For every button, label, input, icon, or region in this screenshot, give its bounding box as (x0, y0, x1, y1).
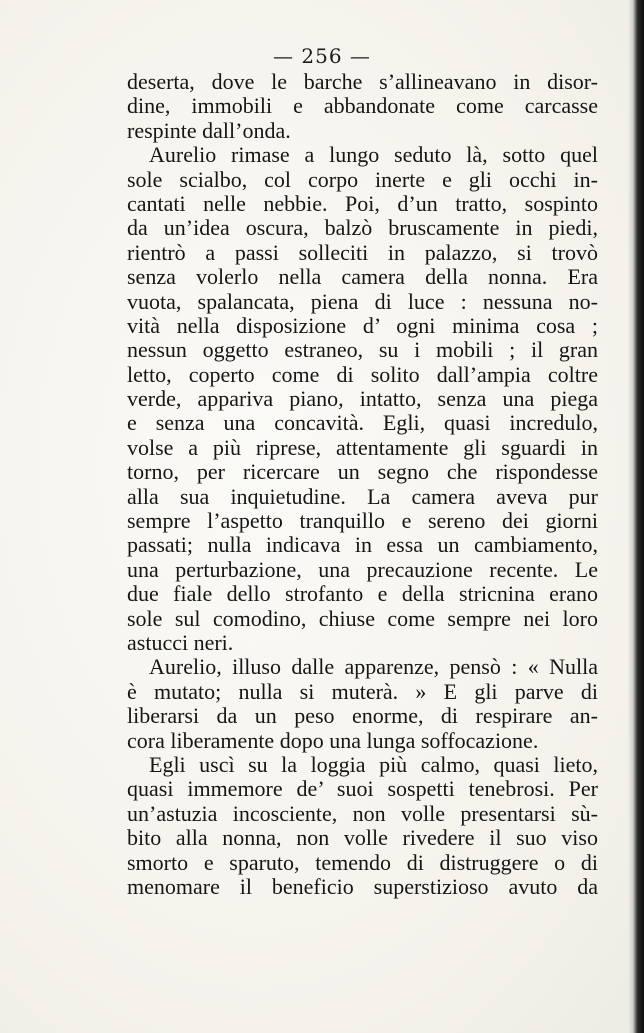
text-line: Aurelio rimase a lungo seduto là, sotto quel (149, 142, 598, 168)
text-line: passati; nulla indicava in essa un cambiamento, (127, 532, 598, 558)
text-line: da un’idea oscura, balzò bruscamente in piedi, (127, 215, 598, 241)
text-line: dine, immobili e abbandonate come carcasse (127, 93, 598, 119)
body-text (127, 70, 598, 899)
text-line: Egli uscì su la loggia più calmo, quasi lieto, (149, 751, 598, 777)
page-binding-edge (628, 0, 644, 1033)
text-line: una perturbazione, una precauzione recente. Le (127, 556, 598, 582)
text-line: due fiale dello strofanto e della stricnina erano (127, 581, 598, 607)
text-line: alla sua inquietudine. La camera aveva pur (127, 483, 598, 509)
text-line: vità nella disposizione d’ ogni minima cosa ; (127, 312, 598, 338)
text-line: bito alla nonna, non volle rivedere il suo viso (127, 825, 598, 851)
text-line: sole scialbo, col corpo inerte e gli occhi in- (127, 166, 598, 192)
text-line: è mutato; nulla si muterà. » E gli parve di (127, 678, 598, 704)
text-line: verde, appariva piano, intatto, senza una piega (127, 386, 598, 412)
text-line: cora liberamente dopo una lunga soffocazione. (127, 727, 539, 753)
text-line: sole sul comodino, chiuse come sempre nei loro (127, 605, 598, 631)
text-line: quasi immemore de’ suoi sospetti tenebrosi. Per (127, 776, 598, 802)
text-line: rientrò a passi solleciti in palazzo, si trovò (127, 239, 598, 265)
page-number: — 256 — (273, 44, 371, 68)
text-line: senza volerlo nella camera della nonna. Era (127, 264, 598, 290)
text-line: smorto e sparuto, temendo di distruggere o di (127, 849, 598, 875)
text-line: letto, coperto come di solito dall’ampia coltre (127, 361, 598, 387)
text-line: nessun oggetto estraneo, su i mobili ; il gran (127, 337, 598, 363)
text-line: deserta, dove le barche s’allineavano in disor- (127, 69, 598, 94)
text-line: sempre l’aspetto tranquillo e sereno dei giorni (127, 508, 598, 534)
text-line: Aurelio, illuso dalle apparenze, pensò : « Nulla (149, 654, 598, 680)
text-line: e senza una concavità. Egli, quasi incredulo, (127, 410, 598, 436)
text-line: un’astuzia incosciente, non volle presentarsi sù- (127, 800, 598, 826)
text-line: volse a più riprese, attentamente gli sguardi in (127, 434, 598, 460)
text-line: liberarsi da un peso enorme, di respirare an- (127, 703, 598, 729)
text-line: respinte dall’onda. (127, 117, 291, 143)
text-line: menomare il beneficio superstizioso avuto da (127, 873, 598, 899)
text-line: vuota, spalancata, piena di luce : nessuna no- (127, 288, 598, 314)
text-line: astucci neri. (127, 629, 234, 655)
text-line: torno, per ricercare un segno che rispondesse (127, 459, 598, 485)
text-line: cantati nelle nebbie. Poi, d’un tratto, sospinto (127, 190, 598, 216)
